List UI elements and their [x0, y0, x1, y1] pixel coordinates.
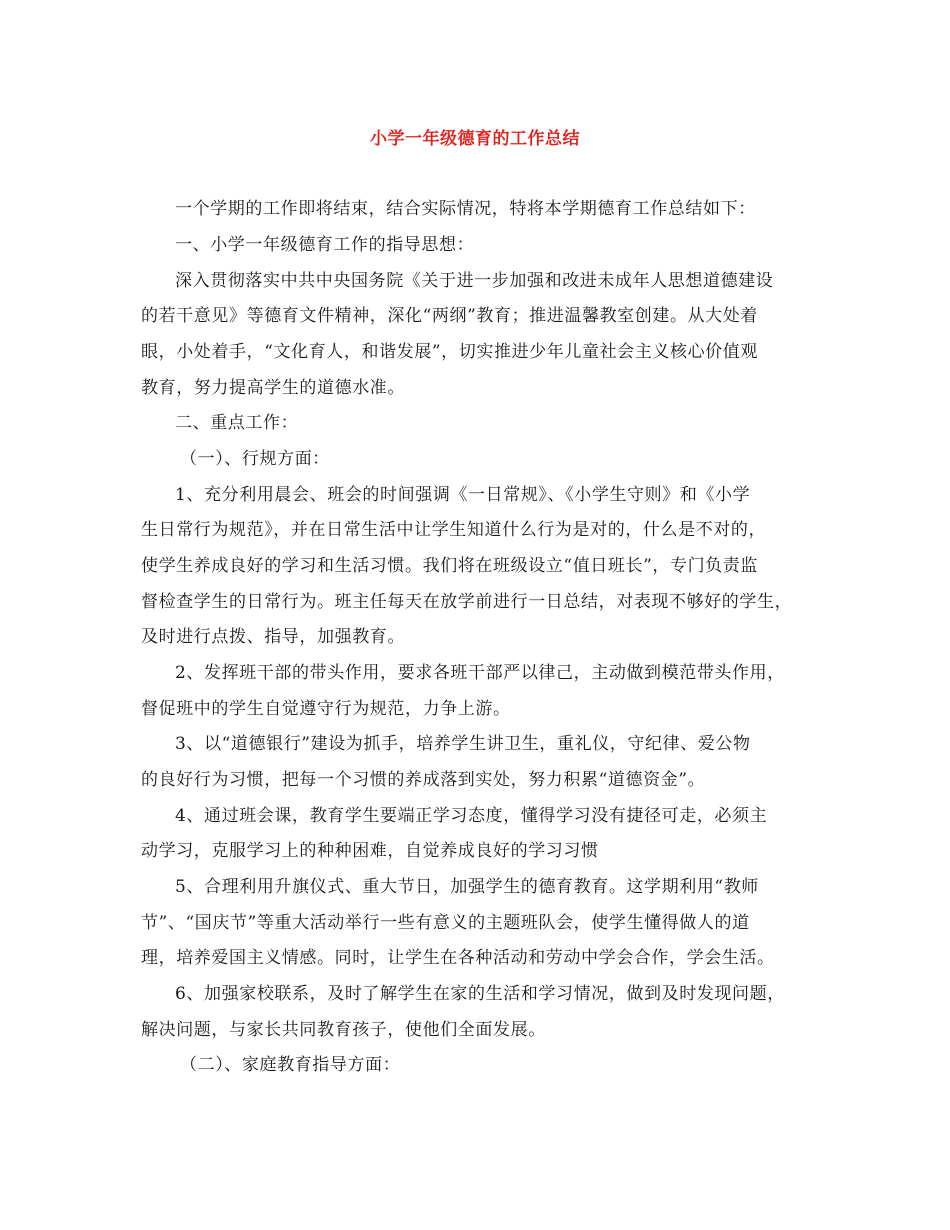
paragraph-line: 5、合理利用升旗仪式、重大节日，加强学生的德育教育。这学期利用“教师: [175, 877, 759, 897]
paragraph-line: 的若干意见》等德育文件精神，深化“两纲”教育；推进温馨教室创建。从大处着: [141, 306, 758, 326]
paragraph-line: 生日常行为规范》，并在日常生活中让学生知道什么行为是对的，什么是不对的，: [141, 520, 767, 540]
paragraph-line: 1、充分利用晨会、班会的时间强调《一日常规》、《小学生守则》和《小学: [175, 485, 751, 505]
document-title: 小学一年级德育的工作总结: [370, 129, 580, 149]
heading-line: 一、小学一年级德育工作的指导思想：: [175, 235, 475, 255]
paragraph-line: 教育，努力提高学生的道德水准。: [141, 378, 405, 398]
paragraph-line: 2、发挥班干部的带头作用，要求各班干部严以律己，主动做到模范带头作用，: [175, 663, 785, 683]
paragraph-line: 及时进行点拨、指导，加强教育。: [141, 627, 405, 647]
paragraph-line: 督检查学生的日常行为。班主任每天在放学前进行一日总结，对表现不够好的学生，: [141, 592, 793, 612]
heading-line: 二、重点工作：: [175, 413, 299, 433]
paragraph-line: 深入贯彻落实中共中央国务院《关于进一步加强和改进未成年人思想道德建设: [175, 271, 774, 291]
paragraph-line: 6、加强家校联系，及时了解学生在家的生活和学习情况，做到及时发现问题，: [175, 984, 785, 1004]
subheading-line: （二）、家庭教育指导方面：: [180, 1055, 401, 1075]
paragraph-line: 的良好行为习惯，把每一个习惯的养成落到实处，努力积累“道德资金”。: [141, 770, 706, 790]
paragraph-line: 眼，小处着手，“文化育人，和谐发展”，切实推进少年儿童社会主义核心价值观: [141, 342, 758, 362]
paragraph-line: 3、以“道德银行”建设为抓手，培养学生讲卫生，重礼仪，守纪律、爱公物: [175, 734, 751, 754]
paragraph-line: 节”、“国庆节”等重大活动举行一些有意义的主题班队会，使学生懂得做人的道: [141, 913, 750, 933]
paragraph-line: 一个学期的工作即将结束，结合实际情况，特将本学期德育工作总结如下：: [175, 199, 756, 219]
paragraph-line: 4、通过班会课，教育学生要端正学习态度，懂得学习没有捷径可走，必须主: [175, 806, 768, 826]
paragraph-line: 动学习，克服学习上的种种困难，自觉养成良好的学习习惯: [141, 841, 599, 861]
paragraph-line: 使学生养成良好的学习和生活习惯。我们将在班级设立“值日班长”，专门负责监: [141, 556, 758, 576]
paragraph-line: 解决问题，与家长共同教育孩子，使他们全面发展。: [141, 1020, 546, 1040]
subheading-line: （一）、行规方面：: [180, 449, 330, 469]
paragraph-line: 理，培养爱国主义情感。同时，让学生在各种活动和劳动中学会合作，学会生活。: [141, 948, 775, 968]
paragraph-line: 督促班中的学生自觉遵守行为规范，力争上游。: [141, 699, 511, 719]
